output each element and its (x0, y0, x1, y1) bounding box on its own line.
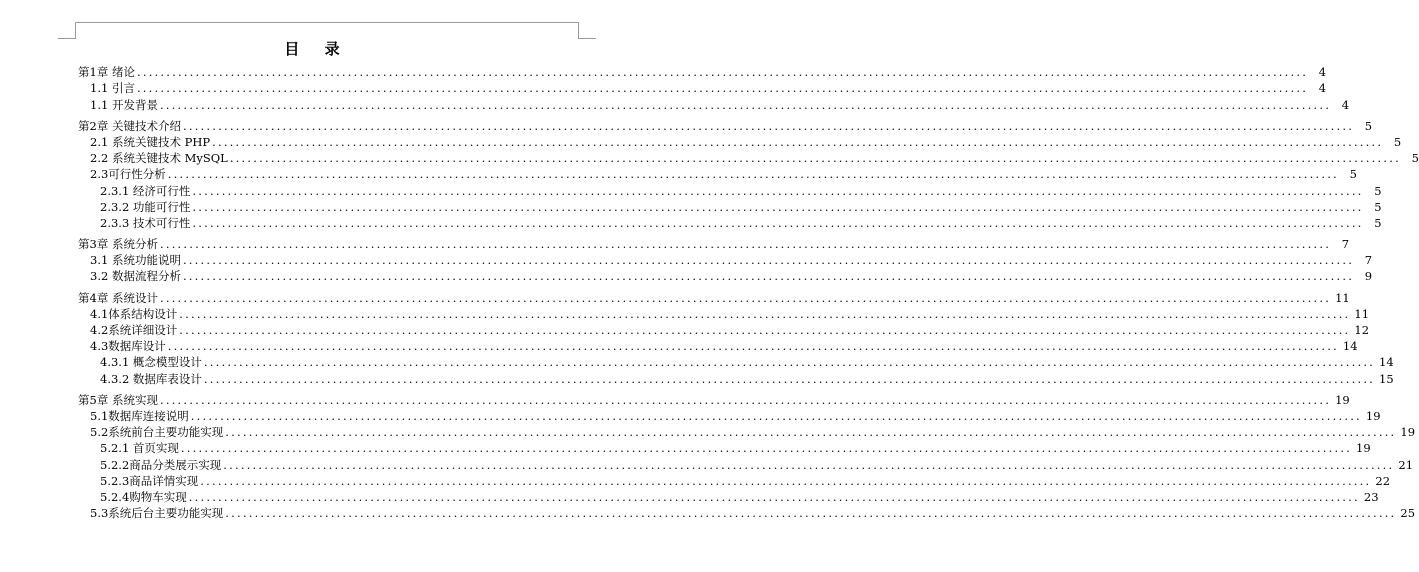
toc-entry-label[interactable]: 4.2系统详细设计 (90, 323, 178, 337)
toc-dot-leader: ........................................................................................................................................................................................................ (167, 167, 1339, 182)
toc-dot-leader: ........................................................................................................................................................................................................ (203, 355, 1376, 370)
toc-entry[interactable] (78, 199, 1382, 215)
toc-entry[interactable] (78, 182, 1382, 198)
toc-entry-label[interactable]: 4.3.1 概念模型设计 (100, 355, 202, 370)
toc-entry[interactable] (78, 96, 1350, 112)
toc-page-number: 25 (1400, 506, 1416, 521)
toc-page-number: 4 (1318, 65, 1327, 80)
toc-page-number: 5 (1364, 118, 1373, 133)
toc-entry[interactable] (78, 505, 1416, 521)
toc-entry[interactable] (78, 134, 1402, 150)
toc-title: 目 录 (284, 40, 350, 58)
toc-entry-label[interactable]: 第2章 关键技术介绍 (78, 118, 181, 133)
toc-entry-label[interactable]: 2.3.1 经济可行性 (100, 183, 191, 198)
toc-entry[interactable] (78, 354, 1394, 370)
toc-page-number: 23 (1363, 489, 1379, 504)
toc-entry-label[interactable]: 5.1数据库连接说明 (90, 408, 189, 423)
toc-entry-label[interactable]: 2.2 系统关键技术 MySQL (90, 151, 228, 166)
toc-entry[interactable] (78, 252, 1373, 268)
table-of-contents (78, 64, 1419, 521)
toc-entry-label[interactable]: 4.3数据库设计 (90, 339, 166, 354)
toc-page-number: 21 (1398, 457, 1414, 472)
toc-entry[interactable] (78, 118, 1373, 134)
toc-page-number: 5 (1374, 199, 1382, 214)
toc-entry-label[interactable]: 2.3.3 技术可行性 (100, 215, 191, 230)
toc-entry-label[interactable]: 1.1 引言 (90, 81, 135, 96)
toc-dot-leader: ........................................................................................................................................................................................................ (223, 457, 1395, 472)
margin-corner-mark-right (578, 22, 579, 38)
toc-dot-leader: ........................................................................................................................................................................................................ (182, 253, 1355, 268)
toc-entry[interactable] (78, 473, 1391, 489)
toc-entry-label[interactable]: 2.1 系统关键技术 PHP (90, 134, 211, 149)
toc-dot-leader: ........................................................................................................................................................................................................ (159, 392, 1332, 407)
toc-page-number: 15 (1379, 371, 1394, 386)
toc-page-number: 5 (1349, 167, 1357, 182)
toc-entry[interactable] (78, 424, 1416, 440)
toc-dot-leader: ........................................................................................................................................................................................................ (159, 237, 1332, 252)
toc-entry-label[interactable]: 第5章 系统实现 (78, 392, 158, 407)
toc-page-number: 9 (1364, 269, 1373, 284)
toc-page-number: 4 (1318, 81, 1327, 96)
toc-entry[interactable] (78, 215, 1382, 231)
toc-dot-leader: ........................................................................................................................................................................................................ (180, 441, 1353, 456)
toc-page-number: 19 (1356, 441, 1371, 456)
toc-dot-leader: ........................................................................................................................................................................................................ (190, 408, 1362, 423)
toc-entry[interactable] (78, 392, 1350, 408)
toc-entry[interactable] (78, 440, 1371, 456)
toc-page-number: 12 (1354, 323, 1370, 337)
toc-entry[interactable] (78, 64, 1327, 80)
toc-entry[interactable] (78, 236, 1350, 252)
toc-entry-label[interactable]: 5.2系统前台主要功能实现 (90, 425, 224, 440)
toc-page-number: 11 (1335, 290, 1350, 305)
toc-entry[interactable] (78, 289, 1350, 305)
toc-dot-leader: ........................................................................................................................................................................................................ (192, 183, 1364, 198)
toc-page-number: 5 (1393, 134, 1402, 149)
toc-entry[interactable] (78, 370, 1394, 386)
toc-dot-leader: ........................................................................................................................................................................................................ (192, 199, 1364, 214)
toc-page-number: 4 (1341, 97, 1350, 112)
toc-page-number: 11 (1354, 306, 1370, 321)
toc-dot-leader: ........................................................................................................................................................................................................ (225, 506, 1397, 521)
toc-page-number: 22 (1375, 473, 1391, 488)
toc-page-number: 5 (1374, 215, 1382, 230)
toc-entry-label[interactable]: 5.2.3商品详情实现 (100, 473, 199, 488)
toc-entry[interactable] (78, 408, 1381, 424)
toc-dot-leader: ........................................................................................................................................................................................................ (212, 134, 1384, 149)
toc-page-number: 7 (1341, 237, 1350, 252)
toc-dot-leader: ........................................................................................................................................................................................................ (225, 425, 1397, 440)
toc-entry-label[interactable]: 4.1体系结构设计 (90, 306, 178, 321)
toc-dot-leader: ........................................................................................................................................................................................................ (159, 290, 1332, 305)
toc-entry-label[interactable]: 第3章 系统分析 (78, 237, 158, 252)
toc-entry-label[interactable]: 1.1 开发背景 (90, 97, 158, 112)
toc-dot-leader: ........................................................................................................................................................................................................ (192, 215, 1364, 230)
toc-dot-leader: ........................................................................................................................................................................................................ (200, 473, 1372, 488)
toc-page-number: 19 (1365, 408, 1381, 423)
toc-entry-label[interactable]: 2.3.2 功能可行性 (100, 199, 191, 214)
toc-entry-label[interactable]: 5.2.2商品分类展示实现 (100, 457, 222, 472)
toc-entry[interactable] (78, 150, 1419, 166)
toc-entry-label[interactable]: 第1章 绪论 (78, 65, 135, 80)
toc-dot-leader: ........................................................................................................................................................................................................ (182, 118, 1355, 133)
toc-dot-leader: ........................................................................................................................................................................................................ (229, 151, 1401, 166)
toc-dot-leader: ........................................................................................................................................................................................................ (182, 269, 1355, 284)
toc-entry[interactable] (78, 166, 1357, 182)
toc-page-number: 14 (1379, 355, 1394, 370)
toc-entry[interactable] (78, 456, 1414, 472)
toc-page-number: 5 (1374, 183, 1382, 198)
toc-entry[interactable] (78, 306, 1370, 322)
toc-entry-label[interactable]: 2.3可行性分析 (90, 167, 166, 182)
toc-page-number: 5 (1411, 151, 1419, 166)
toc-entry-label[interactable]: 第4章 系统设计 (78, 290, 158, 305)
toc-dot-leader: ........................................................................................................................................................................................................ (188, 489, 1360, 504)
toc-page-number: 19 (1335, 392, 1350, 407)
toc-dot-leader: ........................................................................................................................................................................................................ (179, 306, 1351, 321)
toc-entry-label[interactable]: 5.2.1 首页实现 (100, 441, 179, 456)
toc-entry-label[interactable]: 3.2 数据流程分析 (90, 269, 181, 284)
toc-entry-label[interactable]: 4.3.2 数据库表设计 (100, 371, 202, 386)
header-rule (75, 22, 579, 23)
toc-dot-leader: ........................................................................................................................................................................................................ (159, 97, 1332, 112)
toc-dot-leader: ........................................................................................................................................................................................................ (136, 81, 1309, 96)
toc-entry[interactable] (78, 489, 1379, 505)
toc-entry[interactable] (78, 80, 1327, 96)
toc-dot-leader: ........................................................................................................................................................................................................ (167, 339, 1339, 354)
toc-dot-leader: ........................................................................................................................................................................................................ (203, 371, 1376, 386)
toc-entry-label[interactable]: 5.2.4购物车实现 (100, 489, 187, 504)
margin-corner-mark-left (75, 22, 76, 38)
toc-entry[interactable] (78, 322, 1370, 338)
toc-dot-leader: ........................................................................................................................................................................................................ (179, 323, 1351, 337)
toc-entry[interactable] (78, 338, 1358, 354)
toc-entry-label[interactable]: 5.3系统后台主要功能实现 (90, 506, 224, 521)
toc-entry[interactable] (78, 268, 1373, 284)
toc-entry-label[interactable]: 3.1 系统功能说明 (90, 253, 181, 268)
toc-page-number: 19 (1400, 425, 1416, 440)
toc-page-number: 7 (1364, 253, 1373, 268)
toc-page-number: 14 (1342, 339, 1358, 354)
toc-dot-leader: ........................................................................................................................................................................................................ (136, 65, 1309, 80)
